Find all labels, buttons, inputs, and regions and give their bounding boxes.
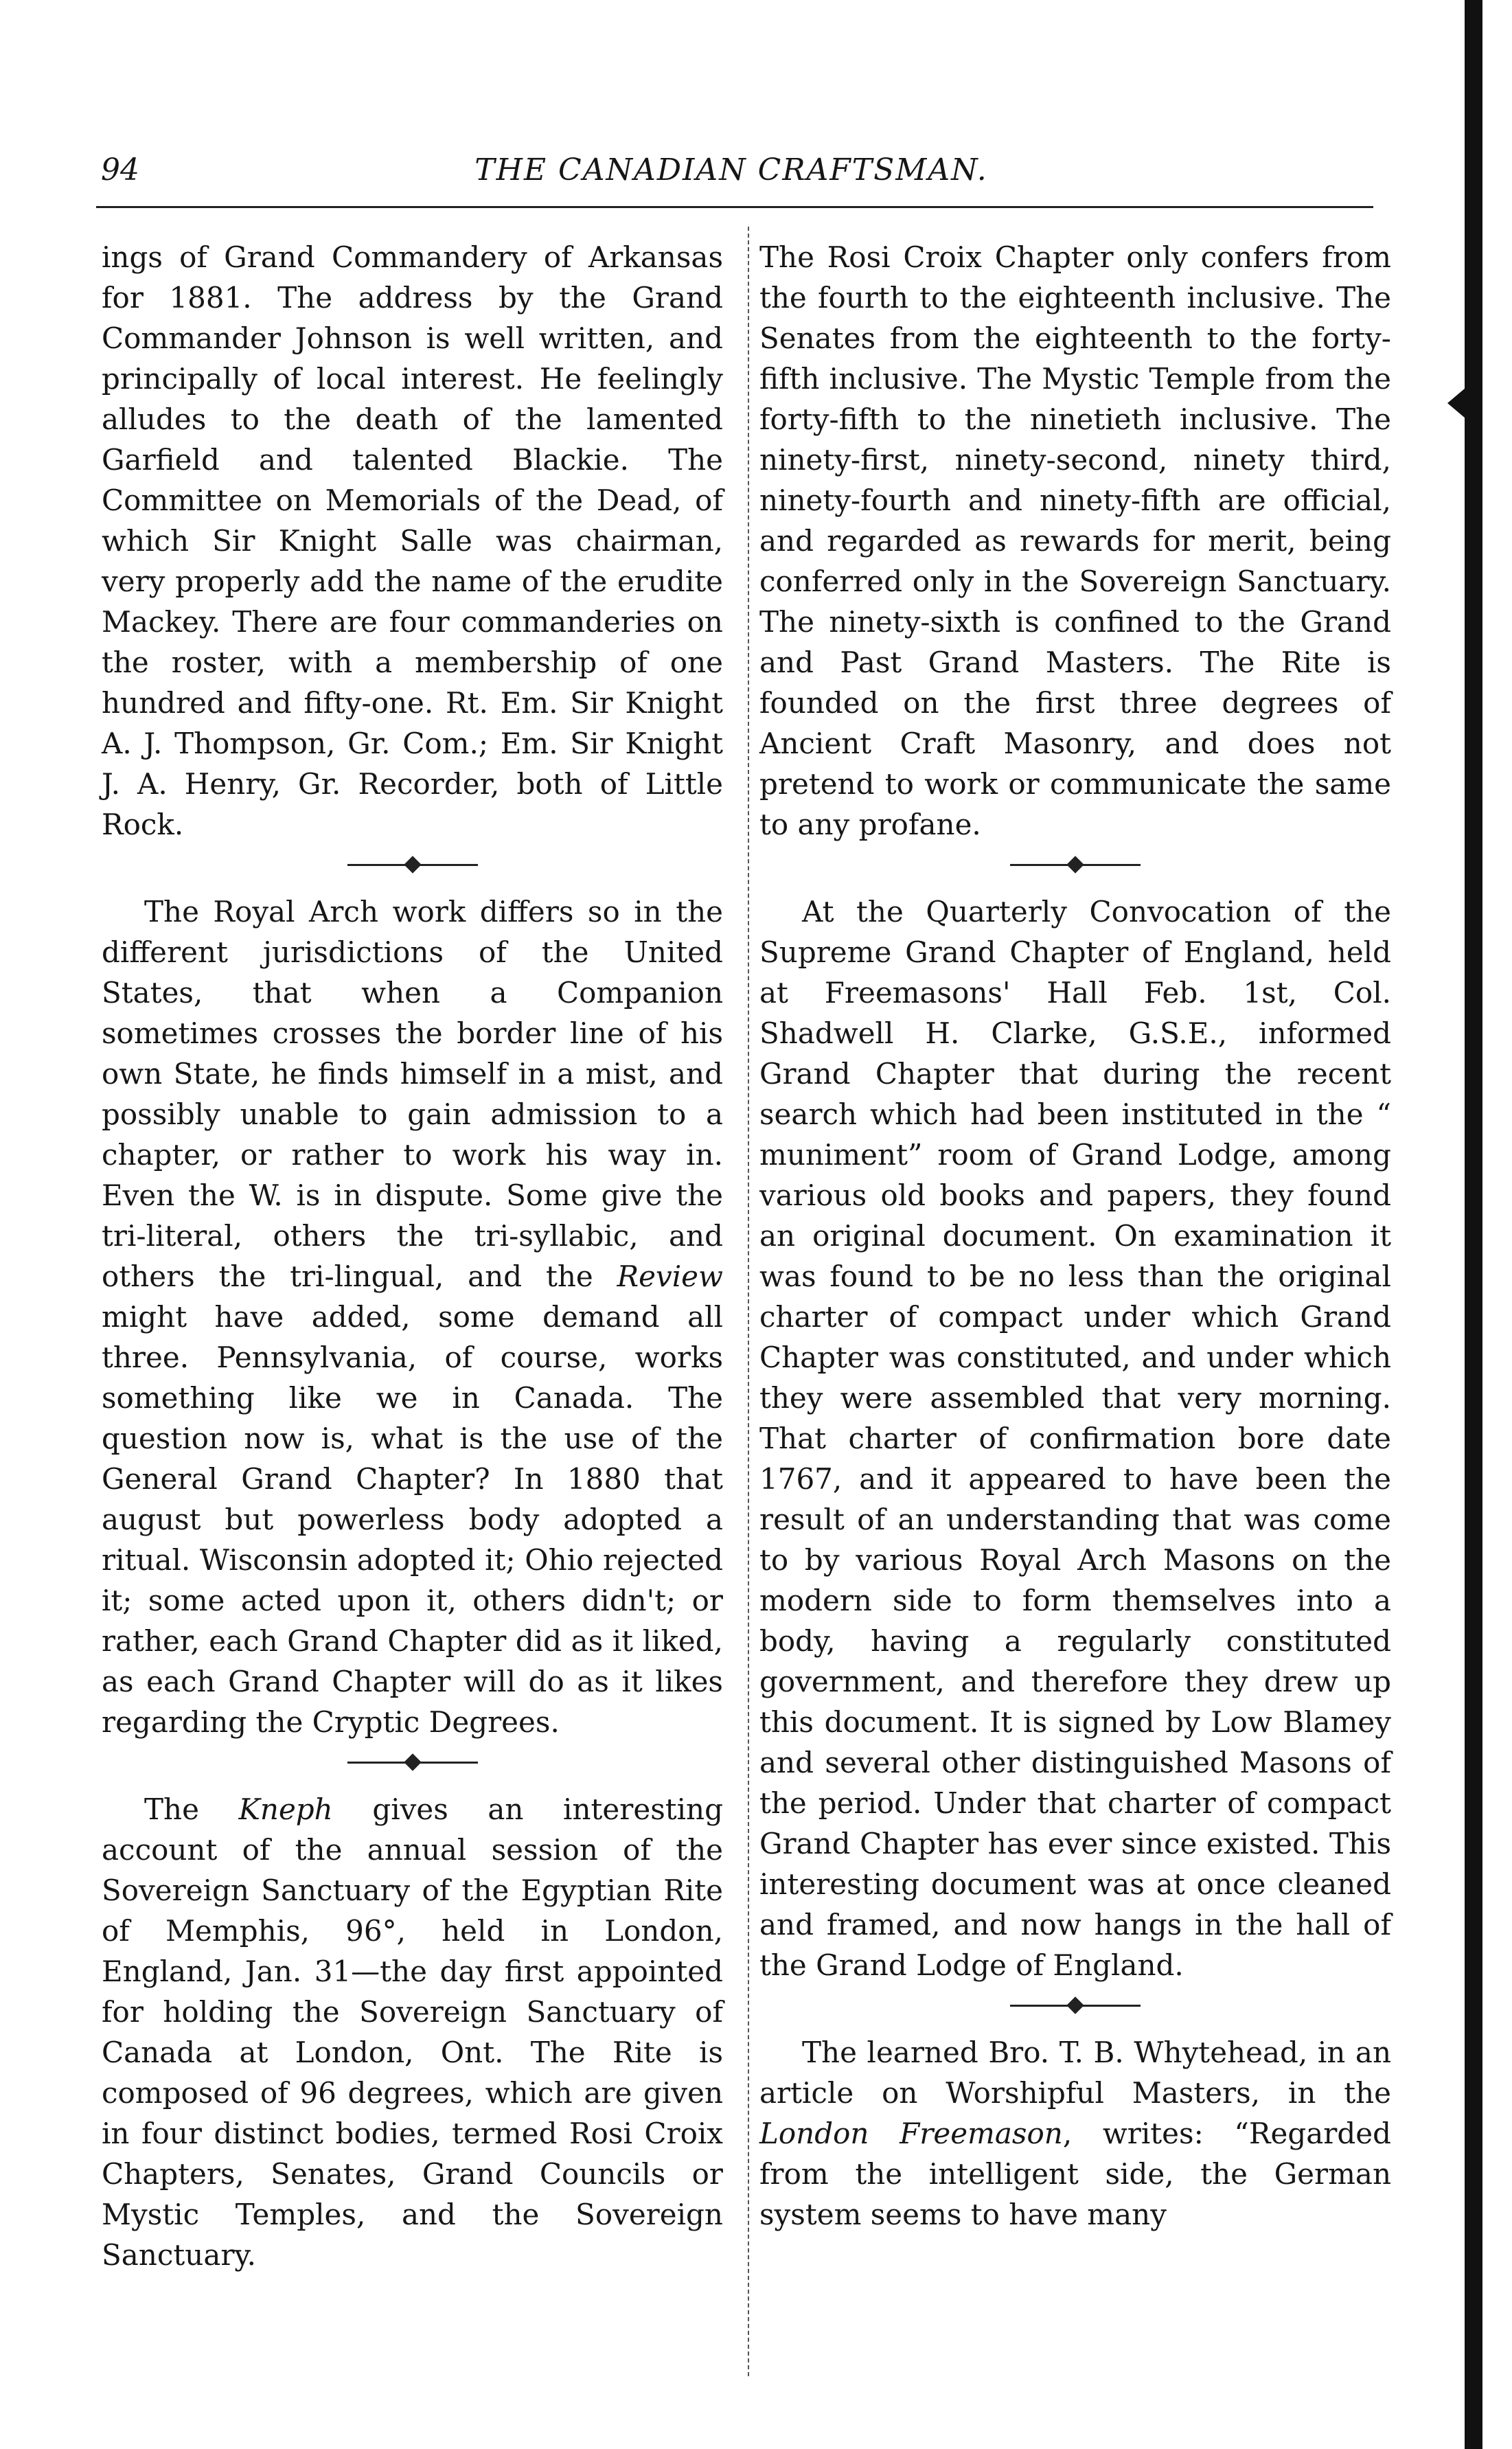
running-head: THE CANADIAN CRAFTSMAN. (474, 152, 988, 187)
paragraph-kneph: The Kneph gives an interesting account of the annual session of the Sovereign Sanctuary of the Egyptian Rite of Memphis, 96°, held in London, England, Jan. 31—the day first appointed for holding the Sovereign Sanctuary of Canada at London, Ont. The Rite is composed of 96 degrees, which are given in four distinct bodies, termed Rosi Croix Chapters, Senates, Grand Councils or Mystic Temples, and the Sovereign Sanctuary. (102, 1792, 723, 2272)
london-freemason-title: London Freemason (759, 2117, 1063, 2150)
paragraph-royal-arch: The Royal Arch work differs so in the different jurisdictions of the United States, that when a Companion sometimes crosses the border line of his own State, he finds himself in a mist, and possibly unable to gain admission to a chapter, or rather to work his way in. Even the W. is in dispute. Some give the tri-literal, others the tri-syllabic, and others the tri-lingual, and the Review might have added, some demand all three. Pennsylvania, of course, works something like we in Canada. The question now is, what is the use of the General Grand Chapter? In 1880 that august but powerless body adopted a ritual. Wisconsin adopted it; Ohio rejected it; some acted upon it, others didn't; or rather, each Grand Chapter did as it liked, as each Grand Chapter will do as it likes regarding the Cryptic Degrees. (102, 895, 723, 1739)
right-column (759, 237, 1391, 2235)
left-column (102, 237, 723, 2275)
section-ornament (759, 1985, 1391, 2025)
paragraph-whytehead: The learned Bro. T. B. Whytehead, in an article on Worshipful Masters, in the London Freemason, writes: “Regarded from the intelligent side, the German system seems to have many (759, 2036, 1391, 2231)
page-number: 94 (101, 152, 139, 187)
section-ornament (102, 845, 723, 885)
section-ornament (759, 845, 1391, 885)
kneph-title: Kneph (238, 1792, 333, 1826)
paragraph-arkansas: ings of Grand Commandery of Arkansas for 1881. The address by the Grand Commander Johnson is well written, and principally of local interest. He feelingly alludes to the death of the lamented Garfield and talented Blackie. The Committee on Memorials of the Dead, of which Sir Knight Salle was chairman, very properly add the name of the erudite Mackey. There are four commanderies on the roster, with a membership of one hundred and fifty-one. Rt. Em. Sir Knight A. J. Thompson, Gr. Com.; Em. Sir Knight J. A. Henry, Gr. Recorder, both of Little Rock. (102, 240, 723, 841)
header-rule (96, 206, 1373, 208)
column-divider (748, 227, 749, 2376)
review-title: Review (617, 1260, 723, 1293)
section-ornament (102, 1742, 723, 1782)
paragraph-quarterly-convocation: At the Quarterly Convocation of the Supreme Grand Chapter of England, held at Freemasons' Hall Feb. 1st, Col. Shadwell H. Clarke, G.S.E., informed Grand Chapter that during the recent search which had been instituted in the “ muniment” room of Grand Lodge, among various old books and papers, they found an original document. On examination it was found to be no less than the original charter of compact under which Grand Chapter was constituted, and under which they were assembled that very morning. That charter of confirmation bore date 1767, and it appeared to have been the result of an understanding that was come to by various Royal Arch Masons on the modern side to form themselves into a body, having a regularly constituted government, and therefore they drew up this document. It is signed by Low Blamey and several other distinguished Masons of the period. Under that charter of compact Grand Chapter has ever since existed. This interesting document was at once cleaned and framed, and now hangs in the hall of the Grand Lodge of England. (759, 895, 1391, 1982)
scan-edge-bar (1465, 0, 1482, 2449)
page-header (93, 152, 1370, 201)
paragraph-rosi-croix: The Rosi Croix Chapter only confers from the fourth to the eighteenth inclusive. The Senates from the eighteenth to the forty-fifth inclusive. The Mystic Temple from the forty-fifth to the ninetieth inclusive. The ninety-first, ninety-second, ninety third, ninety-fourth and ninety-fifth are official, and regarded as rewards for merit, being conferred only in the Sovereign Sanctuary. The ninety-sixth is confined to the Grand and Past Grand Masters. The Rite is founded on the first three degrees of Ancient Craft Masonry, and does not pretend to work or communicate the same to any profane. (759, 240, 1391, 841)
scan-edge-notch (1447, 388, 1465, 418)
